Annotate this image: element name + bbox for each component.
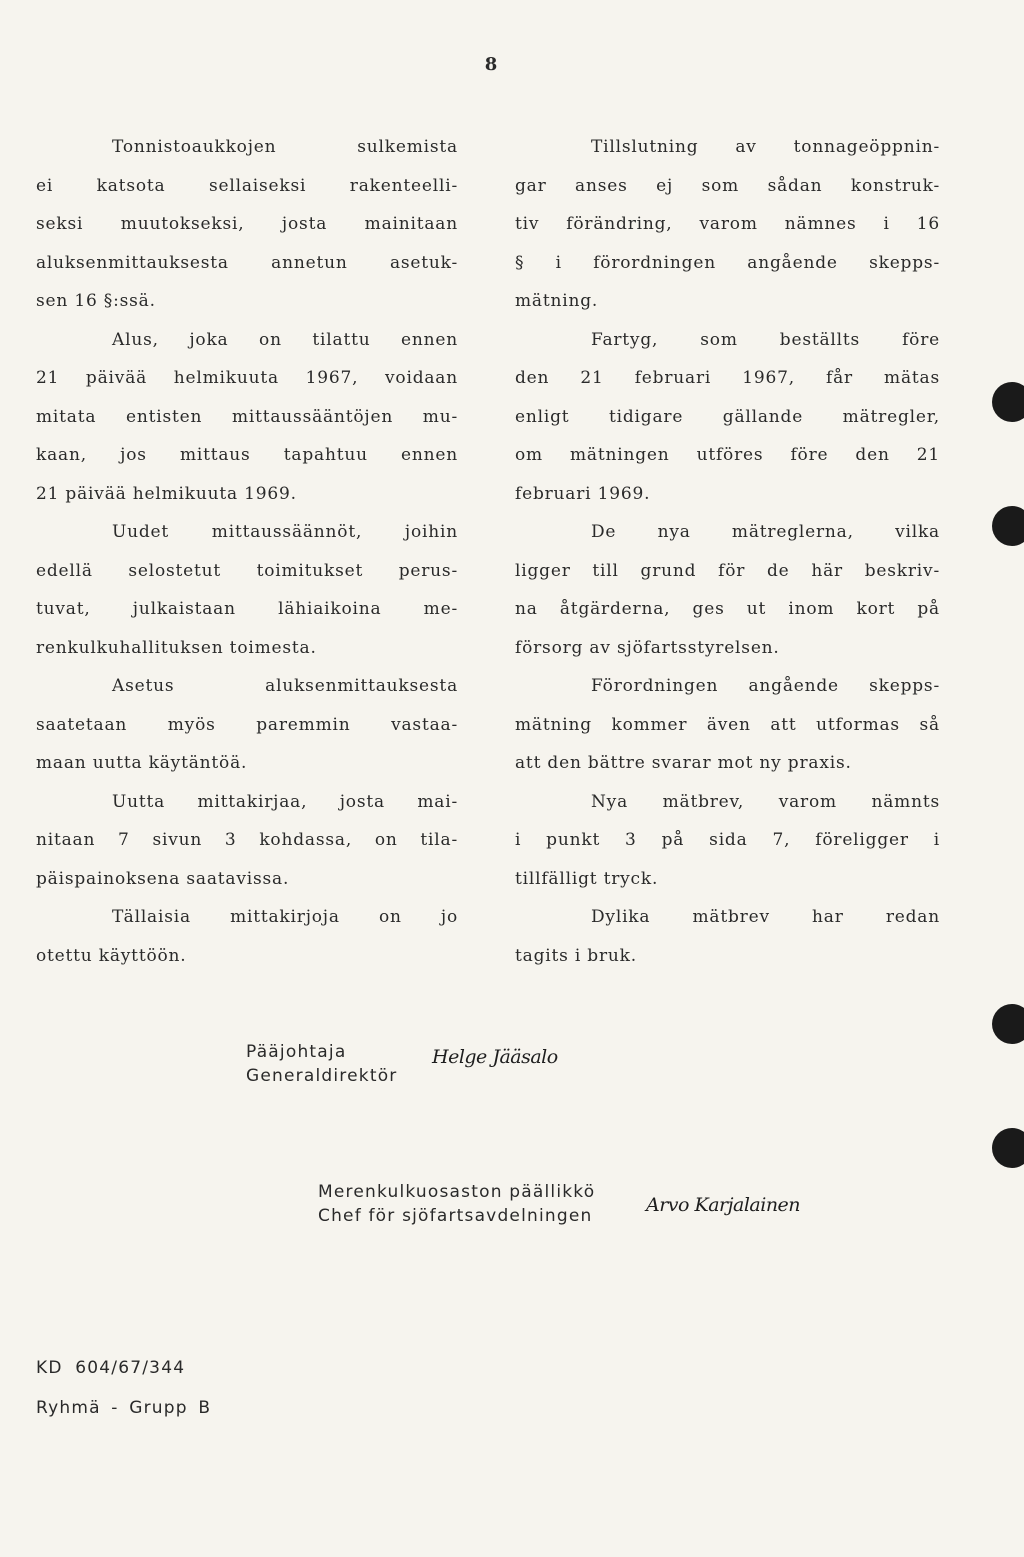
finnish-text-line: kaan, jos mittaus tapahtuu ennen [36,445,458,465]
swedish-text-line: Fartyg, som beställts före [591,329,940,350]
chief-signature-block [318,1180,801,1236]
finnish-text-line: nitaan 7 sivun 3 kohdassa, on tila- [36,830,458,850]
swedish-text-line: § i förordningen angående skepps- [515,252,940,273]
finnish-text-line: Uutta mittakirjaa, josta mai- [112,791,458,812]
director-signature: Helge Jääsalo [432,1046,558,1068]
page-number: 8 [484,54,498,75]
finnish-text-line: mitata entisten mittaussääntöjen mu- [36,406,458,427]
punch-hole-1 [992,382,1024,422]
finnish-text-line: seksi muutokseksi, josta mainitaan [36,214,458,234]
swedish-text-line: tillfälligt tryck. [515,868,659,889]
director-title-sv: Generaldirektör [246,1066,398,1086]
finnish-paragraph [36,128,458,321]
swedish-paragraph [515,513,940,667]
swedish-text-line: tagits i bruk. [515,945,637,966]
swedish-text-line: försorg av sjöfartsstyrelsen. [515,637,780,658]
swedish-column [515,128,940,975]
finnish-text-line: otettu käyttöön. [36,945,187,966]
finnish-text-line: sen 16 §:ssä. [36,291,156,311]
chief-title-sv: Chef för sjöfartsavdelningen [318,1206,593,1226]
swedish-text-line: Dylika mätbrev har redan [591,907,940,927]
swedish-text-line: Tillslutning av tonnageöppnin- [591,137,940,157]
swedish-text-line: tiv förändring, varom nämnes i 16 [515,214,940,234]
finnish-paragraph [36,513,458,667]
swedish-text-line: mätning. [515,291,599,311]
swedish-paragraph [515,898,940,975]
finnish-text-line: Tonnistoaukkojen sulkemista [112,137,458,157]
chief-signature: Arvo Karjalainen [646,1194,801,1216]
punch-hole-3 [992,1004,1024,1044]
finnish-text-line: ei katsota sellaiseksi rakenteelli- [36,175,458,196]
finnish-column [36,128,458,975]
swedish-text-line: Nya mätbrev, varom nämnts [591,791,940,812]
swedish-text-line: Förordningen angående skepps- [591,676,940,696]
punch-hole-2 [992,506,1024,546]
finnish-text-line: Tällaisia mittakirjoja on jo [112,907,458,927]
director-signature-block [246,1040,586,1096]
finnish-text-line: päispainoksena saatavissa. [36,868,290,889]
finnish-paragraph [36,667,458,783]
finnish-text-line: maan uutta käytäntöä. [36,753,248,773]
group-label: Ryhmä - Grupp B [36,1398,212,1418]
swedish-paragraph [515,128,940,321]
chief-title-fi: Merenkulkuosaston päällikkö [318,1182,596,1202]
swedish-text-line: i punkt 3 på sida 7, föreligger i [515,830,940,850]
swedish-text-line: De nya mätreglerna, vilka [591,522,940,542]
swedish-text-line: den 21 februari 1967, får mätas [515,368,940,388]
swedish-text-line: na åtgärderna, ges ut inom kort på [515,599,940,619]
finnish-text-line: Asetus aluksenmittauksesta [112,676,458,696]
swedish-paragraph [515,667,940,783]
punch-hole-4 [992,1128,1024,1168]
finnish-paragraph [36,898,458,975]
finnish-text-line: Uudet mittaussäännöt, joihin [112,522,458,542]
swedish-paragraph [515,783,940,899]
director-title-fi: Pääjohtaja [246,1042,347,1062]
swedish-text-line: att den bättre svarar mot ny praxis. [515,753,852,773]
swedish-text-line: enligt tidigare gällande mätregler, [515,406,940,427]
swedish-text-line: om mätningen utföres före den 21 [515,445,940,465]
finnish-text-line: 21 päivää helmikuuta 1969. [36,483,297,504]
reference-number: KD 604/67/344 [36,1358,186,1378]
swedish-text-line: gar anses ej som sådan konstruk- [515,175,940,196]
swedish-text-line: februari 1969. [515,483,651,504]
swedish-text-line: ligger till grund för de här beskriv- [515,560,940,581]
swedish-text-line: mätning kommer även att utformas så [515,714,940,735]
swedish-paragraph [515,321,940,514]
finnish-text-line: aluksenmittauksesta annetun asetuk- [36,252,458,273]
finnish-text-line: saatetaan myös paremmin vastaa- [36,714,458,735]
finnish-paragraph [36,783,458,899]
finnish-text-line: tuvat, julkaistaan lähiaikoina me- [36,599,458,619]
finnish-paragraph [36,321,458,514]
finnish-text-line: edellä selostetut toimitukset perus- [36,560,458,581]
finnish-text-line: 21 päivää helmikuuta 1967, voidaan [36,368,458,388]
finnish-text-line: renkulkuhallituksen toimesta. [36,637,317,658]
finnish-text-line: Alus, joka on tilattu ennen [112,329,458,350]
